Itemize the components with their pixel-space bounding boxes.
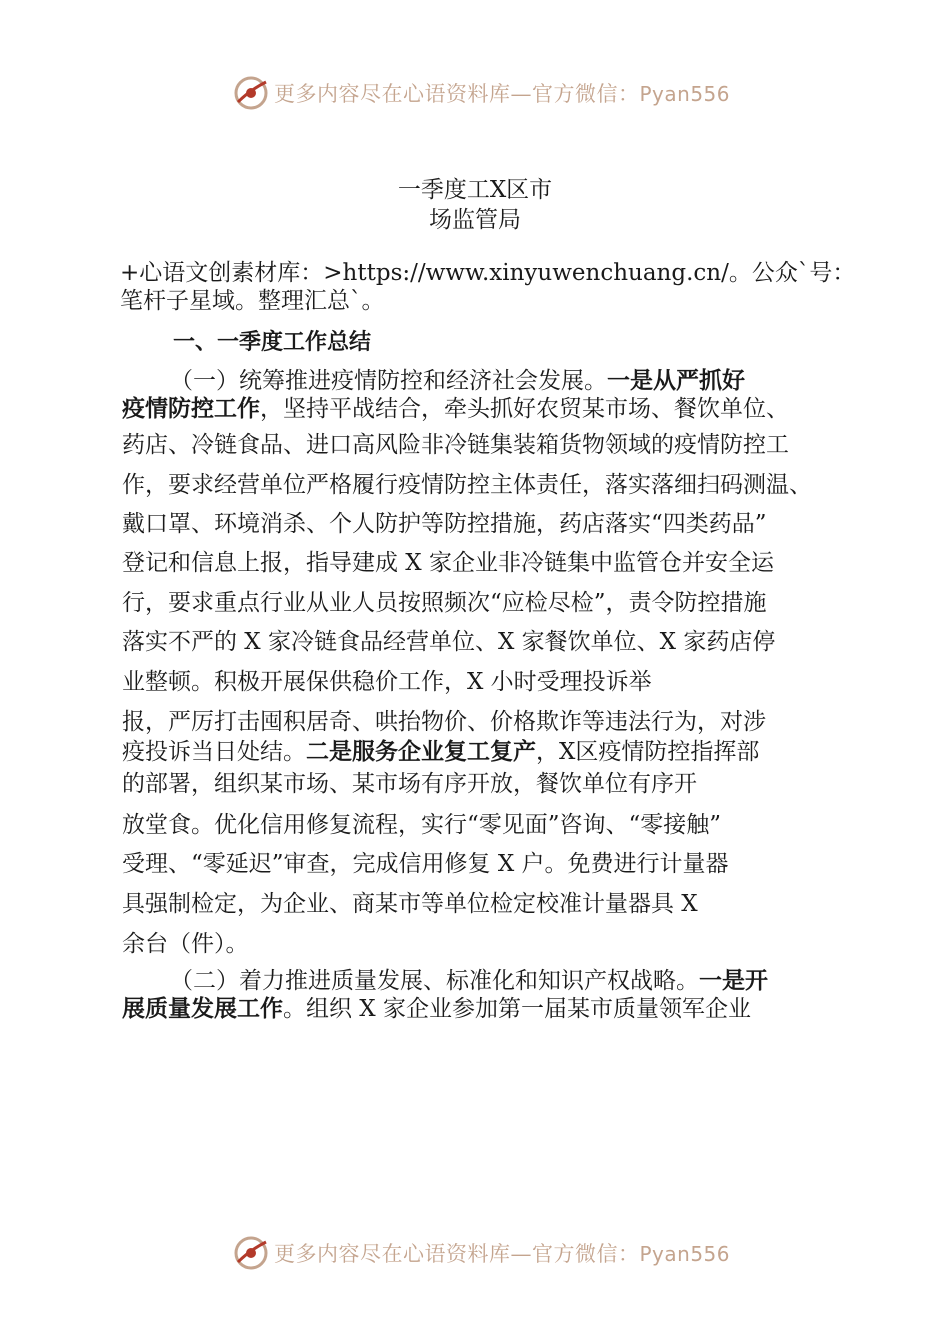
p1-text: （一）统筹推进疫情防控和经济社会发展。 [170,368,607,394]
section-heading: 一、一季度工作总结 [173,330,372,355]
p1-line-10: 报，严厉打击囤积居奇、哄抬物价、价格欺诈等违法行为，对涉 [122,709,766,735]
p1-line-2 [122,390,789,423]
p1-line-14: 受理、“零延迟”审查，完成信用修复 X 户。免费进行计量器 [122,851,729,877]
watermark-text [274,78,730,108]
p1-line-4: 作，要求经营单位严格履行疫情防控主体责任，落实落细扫码测温、 [122,472,812,498]
source-note-line2: 笔杆子星域。整理汇总`。 [120,288,385,314]
p1-text: ，坚持平战结合，牵头抓好农贸某市场、餐饮单位、 [260,396,789,422]
p1-emphasis: 疫情防控工作 [122,396,260,422]
watermark-text [274,1238,730,1268]
document-title-line1: 一季度工X区市 [397,177,553,203]
source-note-line1: +心语文创素材库：>https://www.xinyuwenchuang.cn/。公众`号： [120,260,856,286]
p1-line-11 [122,733,759,766]
p1-line-9: 业整顿。积极开展保供稳价工作，X 小时受理投诉举 [122,669,652,695]
wechat-id: Pyan556 [639,1242,731,1266]
p1-line-15: 具强制检定，为企业、商某市等单位检定校准计量器具 X [122,891,698,917]
p2-line-2 [122,990,751,1023]
p1-line-16: 余台（件）。 [122,931,249,957]
wechat-id: Pyan556 [639,82,731,106]
watermark-label: 更多内容尽在心语资料库—官方微信： [274,82,640,106]
p1-line-3: 药店、冷链食品、进口高风险非冷链集装箱货物领域的疫情防控工 [122,432,789,458]
logo-icon [232,74,270,112]
p1-emphasis: 二是服务企业复工复产 [306,739,536,765]
p1-line-7: 行，要求重点行业从业人员按照频次“应检尽检”，责令防控措施 [122,590,767,616]
footer-watermark [0,1230,950,1276]
watermark-label: 更多内容尽在心语资料库—官方微信： [274,1242,640,1266]
p1-emphasis: 一是从严抓好 [607,368,745,394]
p1-line-6: 登记和信息上报，指导建成 X 家企业非冷链集中监管仓并安全运 [122,550,774,576]
header-watermark [0,70,950,116]
p2-text: （二）着力推进质量发展、标准化和知识产权战略。 [170,968,699,994]
p2-emphasis: 一是开 [699,968,768,994]
p2-emphasis: 展质量发展工作 [122,996,283,1022]
p1-line-8: 落实不严的 X 家冷链食品经营单位、X 家餐饮单位、X 家药店停 [122,629,776,655]
p2-text: 。组织 X 家企业参加第一届某市质量领军企业 [283,996,751,1022]
p1-line-12: 的部署，组织某市场、某市场有序开放，餐饮单位有序开 [122,771,697,797]
logo-icon [232,1234,270,1272]
document-title-line2: 场监管局 [429,207,521,233]
p1-line-5: 戴口罩、环境消杀、个人防护等防控措施，药店落实“四类药品” [122,511,767,537]
p1-text: 疫投诉当日处结。 [122,739,306,765]
p1-line-13: 放堂食。优化信用修复流程，实行“零见面”咨询、“零接触” [122,812,722,838]
p1-text: ，X区疫情防控指挥部 [536,739,760,765]
